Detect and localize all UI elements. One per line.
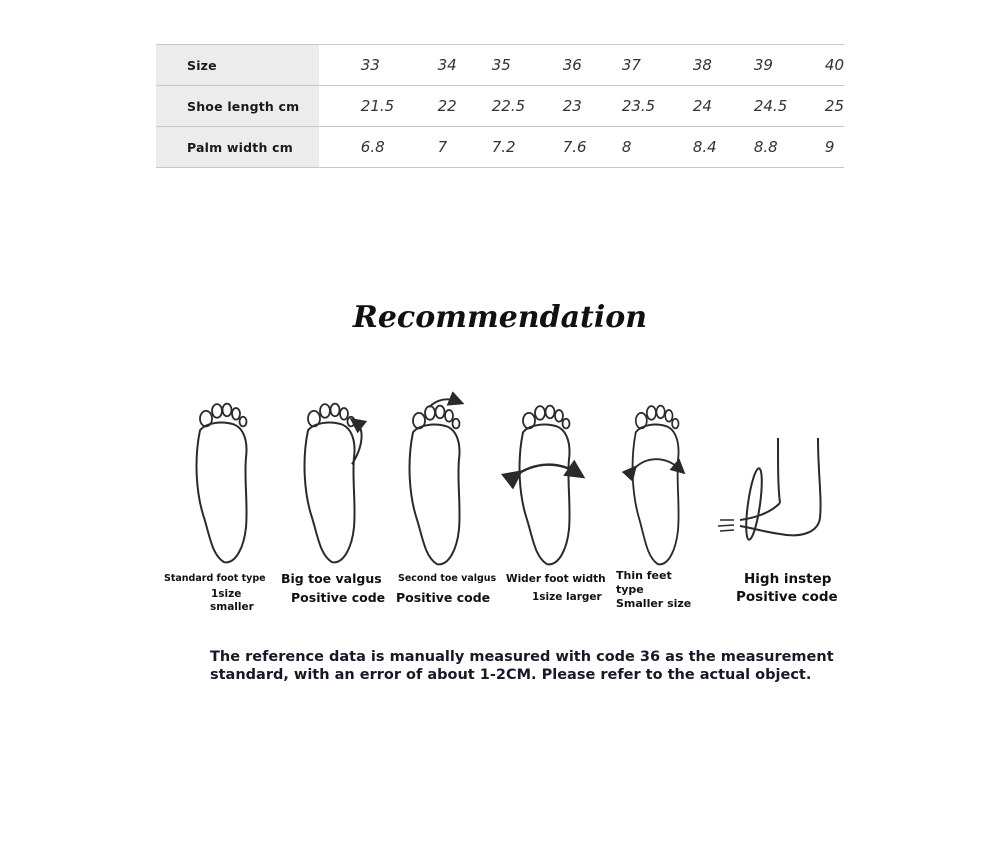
table-cell: 8.8 bbox=[754, 127, 825, 168]
table-cell: 36 bbox=[563, 45, 622, 86]
foot-standard-icon bbox=[197, 404, 247, 563]
table-cell: 8.4 bbox=[693, 127, 754, 168]
table-cell: 22.5 bbox=[492, 86, 563, 127]
caption-high-instep-line2: Positive code bbox=[736, 589, 838, 605]
table-cell: 23 bbox=[563, 86, 622, 127]
table-cell: 37 bbox=[622, 45, 693, 86]
table-cell: 23.5 bbox=[622, 86, 693, 127]
measurement-note: The reference data is manually measured with code 36 as the measurement standard, with an error of about 1-2CM. Please refer to the actual object. bbox=[210, 649, 834, 683]
table-cell: 24 bbox=[693, 86, 754, 127]
row-header: Size bbox=[156, 45, 319, 86]
caption-standard-line2: 1size bbox=[211, 588, 242, 600]
caption-thin-line2: type bbox=[616, 583, 644, 596]
table-cell: 34 bbox=[438, 45, 492, 86]
table-cell: 7.2 bbox=[492, 127, 563, 168]
foot-high-instep-icon bbox=[718, 438, 821, 540]
table-cell: 35 bbox=[492, 45, 563, 86]
caption-big-toe-line1: Big toe valgus bbox=[281, 571, 382, 586]
table-cell: 7.6 bbox=[563, 127, 622, 168]
table-cell: 21.5 bbox=[319, 86, 438, 127]
caption-wide-line1: Wider foot width bbox=[506, 573, 606, 585]
table-cell: 24.5 bbox=[754, 86, 825, 127]
foot-thin-icon bbox=[632, 406, 680, 565]
row-header: Palm width cm bbox=[156, 127, 319, 168]
caption-standard-line1: Standard foot type bbox=[164, 573, 266, 584]
table-cell: 38 bbox=[693, 45, 754, 86]
caption-thin-line3: Smaller size bbox=[616, 597, 692, 610]
caption-high-instep-line1: High instep bbox=[744, 571, 832, 587]
caption-wide-line2: 1size larger bbox=[532, 591, 602, 603]
table-cell: 7 bbox=[438, 127, 492, 168]
caption-standard-line3: smaller bbox=[210, 601, 254, 613]
table-cell: 40 bbox=[825, 45, 844, 86]
table-cell: 25 bbox=[825, 86, 844, 127]
row-header: Shoe length cm bbox=[156, 86, 319, 127]
caption-big-toe-line2: Positive code bbox=[291, 590, 386, 605]
table-cell: 8 bbox=[622, 127, 693, 168]
caption-second-toe-line2: Positive code bbox=[396, 590, 491, 605]
table-cell: 33 bbox=[319, 45, 438, 86]
table-cell: 9 bbox=[825, 127, 844, 168]
recommendation-heading: Recommendation bbox=[352, 300, 648, 335]
foot-wide-icon bbox=[515, 406, 577, 565]
table-cell: 6.8 bbox=[319, 127, 438, 168]
table-cell: 22 bbox=[438, 86, 492, 127]
caption-thin-line1: Thin feet bbox=[616, 569, 672, 582]
table-cell: 39 bbox=[754, 45, 825, 86]
foot-big-toe-valgus-icon bbox=[305, 404, 362, 563]
caption-second-toe-line1: Second toe valgus bbox=[398, 573, 497, 584]
foot-second-toe-valgus-icon bbox=[410, 399, 460, 564]
